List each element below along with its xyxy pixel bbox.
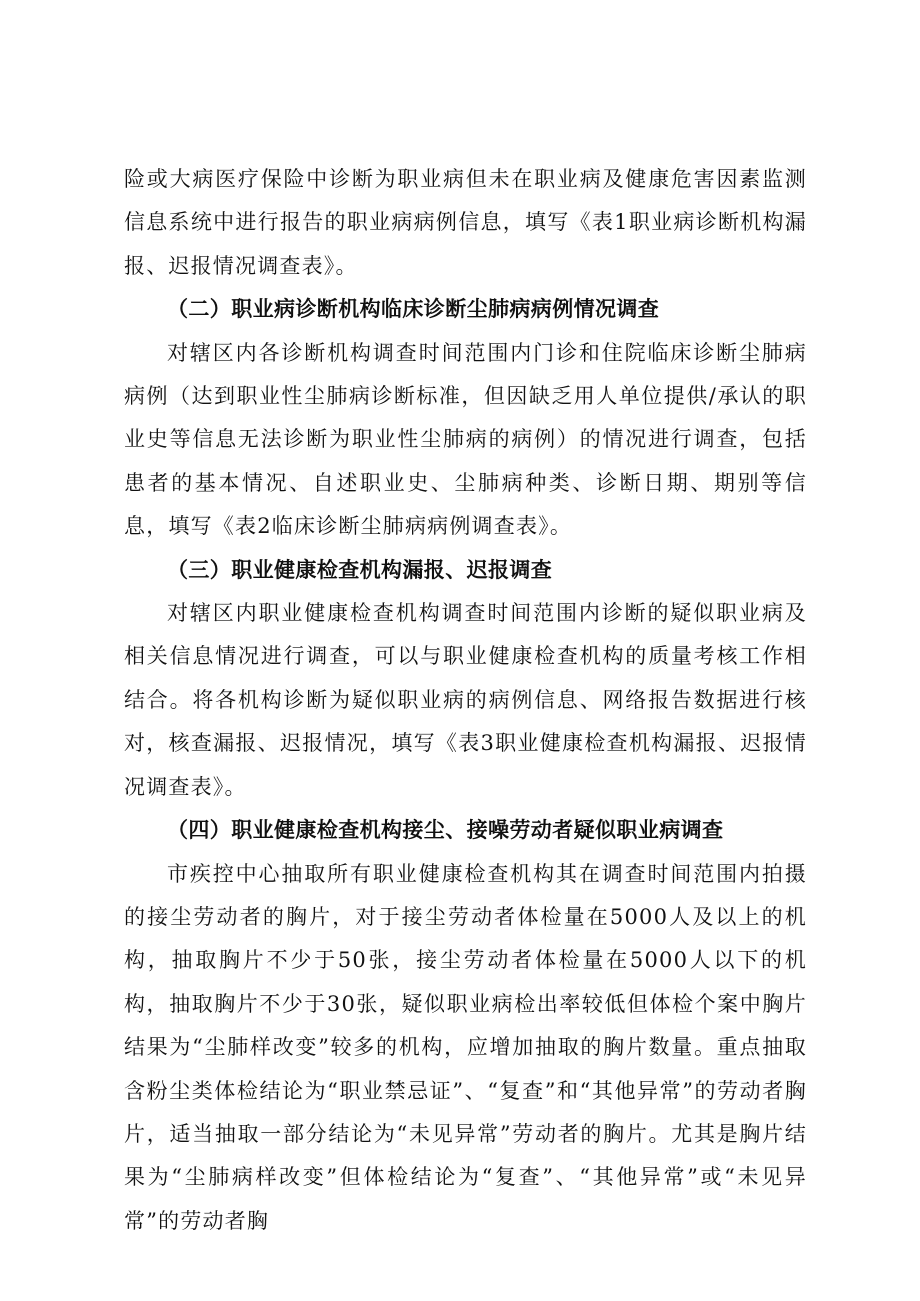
section-heading-4: （四）职业健康检查机构接尘、接噪劳动者疑似职业病调查 <box>167 818 724 843</box>
paragraph-continuation: 险或大病医疗保险中诊断为职业病但未在职业病及健康危害因素监测信息系统中进行报告的职业病病例信息，填写《表1职业病诊断机构漏报、迟报情况调查表》。 <box>124 167 807 278</box>
paragraph-chest-xray-sampling: 市疾控中心抽取所有职业健康检查机构其在调查时间范围内拍摄的接尘劳动者的胸片，对于接尘劳动者体检量在5000人及以上的机构，抽取胸片不少于50张，接尘劳动者体检量在5000人以下的机构，抽取胸片不少于30张，疑似职业病检出率较低但体检个案中胸片结果为“尘肺样改变”较多的机构，应增加抽取的胸片数量。重点抽取含粉尘类体检结论为“职业禁忌证”、“复查”和“其他异常”的劳动者胸片，适当抽取一部分结论为“未见异常”劳动者的胸片。尤其是胸片结果为“尘肺病样改变”但体检结论为“复查”、“其他异常”或“未见异常”的劳动者胸 <box>124 861 807 1233</box>
document-body <box>124 158 807 1243</box>
paragraph-health-exam-reporting: 对辖区内职业健康检查机构调查时间范围内诊断的疑似职业病及相关信息情况进行调查，可以与职业健康检查机构的质量考核工作相结合。将各机构诊断为疑似职业病的病例信息、网络报告数据进行核对，核查漏报、迟报情况，填写《表3职业健康检查机构漏报、迟报情况调查表》。 <box>124 601 807 799</box>
paragraph-clinical-pneumoconiosis: 对辖区内各诊断机构调查时间范围内门诊和住院临床诊断尘肺病病例（达到职业性尘肺病诊断标准，但因缺乏用人单位提供/承认的职业史等信息无法诊断为职业性尘肺病的病例）的情况进行调查，包括患者的基本情况、自述职业史、尘肺病种类、诊断日期、期别等信息，填写《表2临床诊断尘肺病病例调查表》。 <box>124 340 807 539</box>
section-heading-2: （二）职业病诊断机构临床诊断尘肺病病例情况调查 <box>167 297 660 322</box>
section-heading-3: （三）职业健康检查机构漏报、迟报调查 <box>167 557 553 582</box>
